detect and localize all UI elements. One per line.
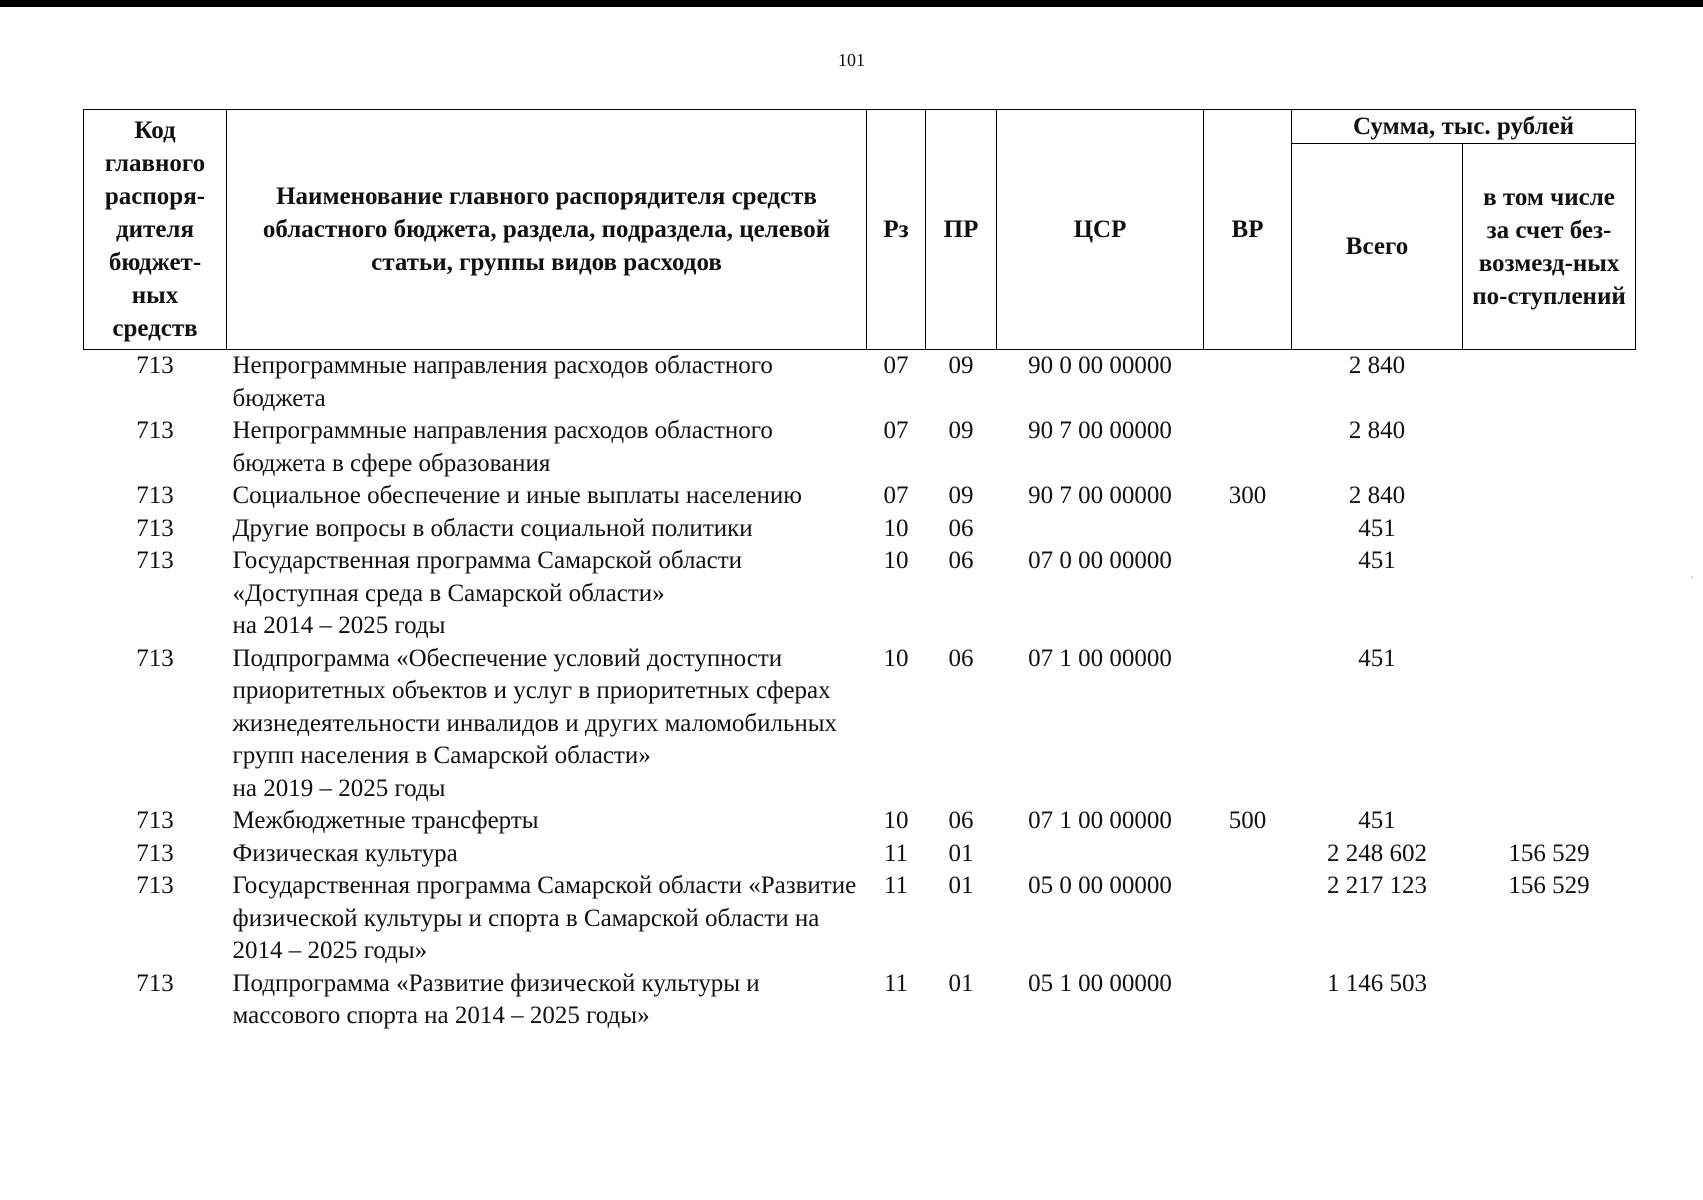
cell-csr: 05 1 00 00000 xyxy=(1028,969,1172,997)
cell-code: 713 xyxy=(136,482,174,509)
cell-name: Непрограммные направления расходов областного бюджета в сфере образования xyxy=(232,417,773,477)
cell-free xyxy=(1463,805,1636,838)
cell-rz: 11 xyxy=(883,872,909,899)
cell-total: 2 840 xyxy=(1348,352,1406,379)
cell-csr: 07 0 00 00000 xyxy=(1028,547,1172,574)
cell-code: 713 xyxy=(136,807,174,834)
cell-rz: 11 xyxy=(883,839,909,867)
cell-free xyxy=(1463,350,1636,416)
cell-name: Государственная программа Самарской области «Доступная среда в Самарской области» на 2014 – 2025 годы xyxy=(232,547,742,639)
header-sum: Сумма, тыс. рублей xyxy=(1292,110,1636,144)
cell-vr xyxy=(1204,870,1292,968)
cell-code: 713 xyxy=(136,352,174,379)
cell-rz: 10 xyxy=(883,807,909,834)
cell-csr xyxy=(997,513,1204,546)
cell-free xyxy=(1463,513,1636,546)
cell-total: 451 xyxy=(1358,644,1396,672)
cell-vr xyxy=(1204,545,1292,643)
cell-vr xyxy=(1204,350,1292,416)
header-vr: ВР xyxy=(1204,110,1292,350)
cell-name: Межбюджетные трансферты xyxy=(232,807,539,834)
cell-vr xyxy=(1204,968,1292,1033)
cell-free: 156 529 xyxy=(1508,872,1590,899)
cell-code: 713 xyxy=(136,839,174,867)
cell-pr: 09 xyxy=(948,482,974,509)
cell-vr xyxy=(1204,513,1292,546)
cell-free: 156 529 xyxy=(1508,839,1590,867)
cell-name: Подпрограмма «Развитие физической культуры и массового спорта на 2014 – 2025 годы» xyxy=(232,969,760,1029)
header-pr: ПР xyxy=(926,110,997,350)
cell-name: Физическая культура xyxy=(232,839,458,867)
cell-free xyxy=(1463,545,1636,643)
cell-rz: 11 xyxy=(883,969,909,997)
cell-free xyxy=(1463,968,1636,1033)
cell-pr: 09 xyxy=(948,352,974,379)
table-row xyxy=(84,968,1636,1033)
cell-code: 713 xyxy=(136,644,174,672)
cell-total: 1 146 503 xyxy=(1327,969,1427,997)
header-name: Наименование главного распорядителя средств областного бюджета, раздела, подраздела, целевой статьи, группы видов расходов xyxy=(227,110,867,350)
cell-pr: 06 xyxy=(948,547,974,574)
cell-name: Другие вопросы в области социальной политики xyxy=(232,514,753,542)
table-row xyxy=(84,870,1636,968)
header-csr: ЦСР xyxy=(997,110,1204,350)
cell-csr: 90 7 00 00000 xyxy=(1028,417,1172,444)
table-row xyxy=(84,643,1636,806)
cell-total: 2 217 123 xyxy=(1327,872,1427,899)
cell-csr: 07 1 00 00000 xyxy=(1028,807,1172,834)
cell-total: 2 840 xyxy=(1348,482,1406,509)
cell-total: 451 xyxy=(1358,807,1396,834)
cell-pr: 01 xyxy=(948,969,974,997)
cell-rz: 07 xyxy=(883,352,909,379)
cell-pr: 06 xyxy=(948,644,974,672)
cell-pr: 01 xyxy=(948,872,974,899)
cell-rz: 07 xyxy=(883,417,909,444)
cell-rz: 10 xyxy=(883,644,909,672)
budget-table xyxy=(83,109,1636,1033)
table-body xyxy=(84,350,1636,1033)
cell-free xyxy=(1463,415,1636,480)
cell-code: 713 xyxy=(136,514,174,542)
cell-code: 713 xyxy=(136,547,174,574)
cell-csr: 90 0 00 00000 xyxy=(1028,352,1172,379)
header-total: Всего xyxy=(1292,144,1463,350)
table-row xyxy=(84,805,1636,838)
cell-total: 451 xyxy=(1358,547,1396,574)
cell-pr: 06 xyxy=(948,514,974,542)
table-row xyxy=(84,350,1636,416)
cell-vr: 300 xyxy=(1228,482,1267,509)
cell-free xyxy=(1463,643,1636,806)
cell-name: Социальное обеспечение и иные выплаты населению xyxy=(232,482,802,509)
cell-csr xyxy=(997,838,1204,871)
cell-csr: 05 0 00 00000 xyxy=(1028,872,1172,899)
cell-vr xyxy=(1204,838,1292,871)
cell-total: 2 248 602 xyxy=(1327,839,1427,867)
cell-csr: 90 7 00 00000 xyxy=(1028,482,1172,509)
cell-name: Подпрограмма «Обеспечение условий доступности приоритетных объектов и услуг в приоритетных сферах жизнедеятельности инвалидов и других маломобильных групп населения в Самарской области» на 2019 – 2025 годы xyxy=(232,644,838,802)
header-rz: Рз xyxy=(867,110,926,350)
cell-pr: 09 xyxy=(948,417,974,444)
table-row xyxy=(84,513,1636,546)
cell-name: Непрограммные направления расходов областного бюджета xyxy=(232,352,773,412)
cell-pr: 01 xyxy=(948,839,974,867)
cell-code: 713 xyxy=(136,969,174,997)
cell-vr xyxy=(1204,415,1292,480)
header-code: Код главного распоря-дителя бюджет-ных средств xyxy=(84,110,227,350)
table-row xyxy=(84,480,1636,513)
cell-csr: 07 1 00 00000 xyxy=(1028,644,1172,672)
cell-vr xyxy=(1204,643,1292,806)
table-row xyxy=(84,415,1636,480)
table-row xyxy=(84,545,1636,643)
cell-code: 713 xyxy=(136,417,174,444)
cell-code: 713 xyxy=(136,872,174,899)
cell-free xyxy=(1463,480,1636,513)
cell-name: Государственная программа Самарской области «Развитие физической культуры и спорта в Самарской области на 2014 – 2025 годы» xyxy=(232,872,857,964)
cell-pr: 06 xyxy=(948,807,974,834)
cell-rz: 10 xyxy=(883,514,909,542)
page-number: 101 xyxy=(838,50,865,70)
cell-vr: 500 xyxy=(1228,807,1267,834)
top-border-rule xyxy=(0,0,1703,7)
scan-speck: · xyxy=(1690,570,1694,584)
table-row xyxy=(84,838,1636,871)
cell-rz: 07 xyxy=(883,482,909,509)
cell-total: 451 xyxy=(1358,514,1396,542)
cell-total: 2 840 xyxy=(1348,417,1406,444)
cell-rz: 10 xyxy=(883,547,909,574)
header-free: в том числе за счет без-возмезд-ных по-ступлений xyxy=(1463,144,1636,350)
